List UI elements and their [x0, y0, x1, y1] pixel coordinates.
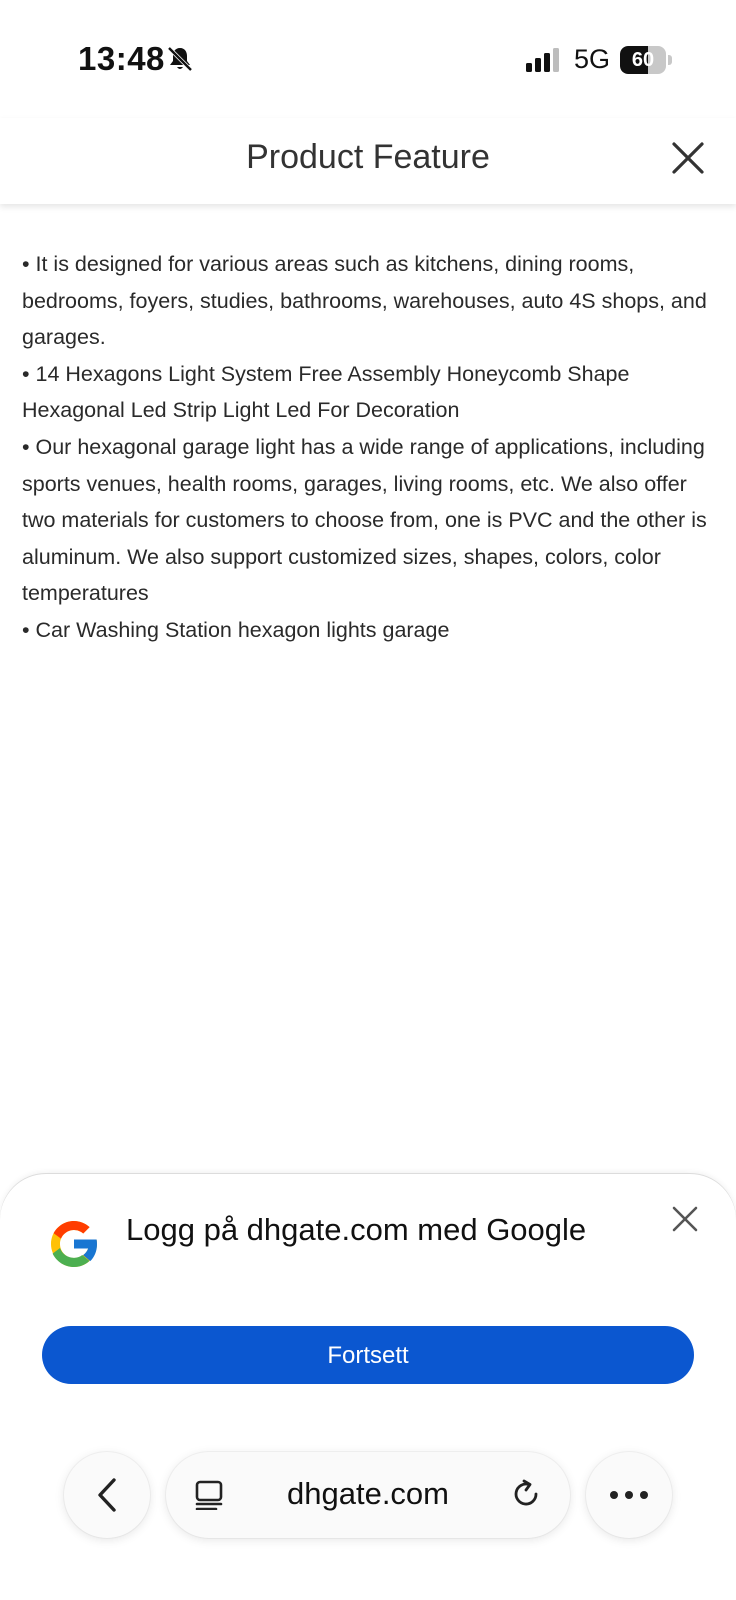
- feature-item: • It is designed for various areas such as kitchens, dining rooms, bedrooms, foyers, studies, bathrooms, warehouses, auto 4S shops, and garages.: [22, 252, 707, 350]
- status-time: 13:48: [78, 40, 165, 77]
- url-bar[interactable]: [166, 1452, 570, 1538]
- back-button[interactable]: [64, 1452, 150, 1538]
- close-icon[interactable]: [670, 1204, 700, 1234]
- battery-icon: [620, 46, 672, 74]
- page-title: Product Feature: [246, 138, 490, 176]
- feature-item: • Car Washing Station hexagon lights garage: [22, 617, 450, 642]
- signal-icon: [526, 48, 562, 72]
- more-button[interactable]: [586, 1452, 672, 1538]
- signin-title: Logg på dhgate.com med Google: [126, 1212, 587, 1247]
- reload-icon[interactable]: [510, 1478, 542, 1510]
- back-chevron-icon: [94, 1476, 120, 1514]
- google-logo-icon: [44, 1214, 104, 1274]
- product-feature-list: [22, 246, 722, 649]
- browser-toolbar: [0, 1440, 736, 1560]
- continue-button[interactable]: Fortsett: [42, 1326, 694, 1384]
- close-icon[interactable]: [668, 138, 708, 178]
- url-text: dhgate.com: [287, 1476, 449, 1511]
- battery-percent: 60: [631, 49, 655, 71]
- more-dots-icon: [609, 1490, 649, 1500]
- feature-item: • Our hexagonal garage light has a wide range of applications, including sports venues, health rooms, garages, living rooms, etc. We also offer two materials for customers to choose from, one is PVC and the other is aluminum. We also support customized sizes, shapes, colors, color temperatures: [22, 434, 707, 606]
- page-header: [0, 118, 736, 204]
- feature-item: • 14 Hexagons Light System Free Assembly Honeycomb Shape Hexagonal Led Strip Light Led For Decoration: [22, 361, 630, 423]
- bell-muted-icon: [166, 45, 194, 73]
- network-label: 5G: [574, 44, 611, 74]
- status-bar: [0, 0, 736, 118]
